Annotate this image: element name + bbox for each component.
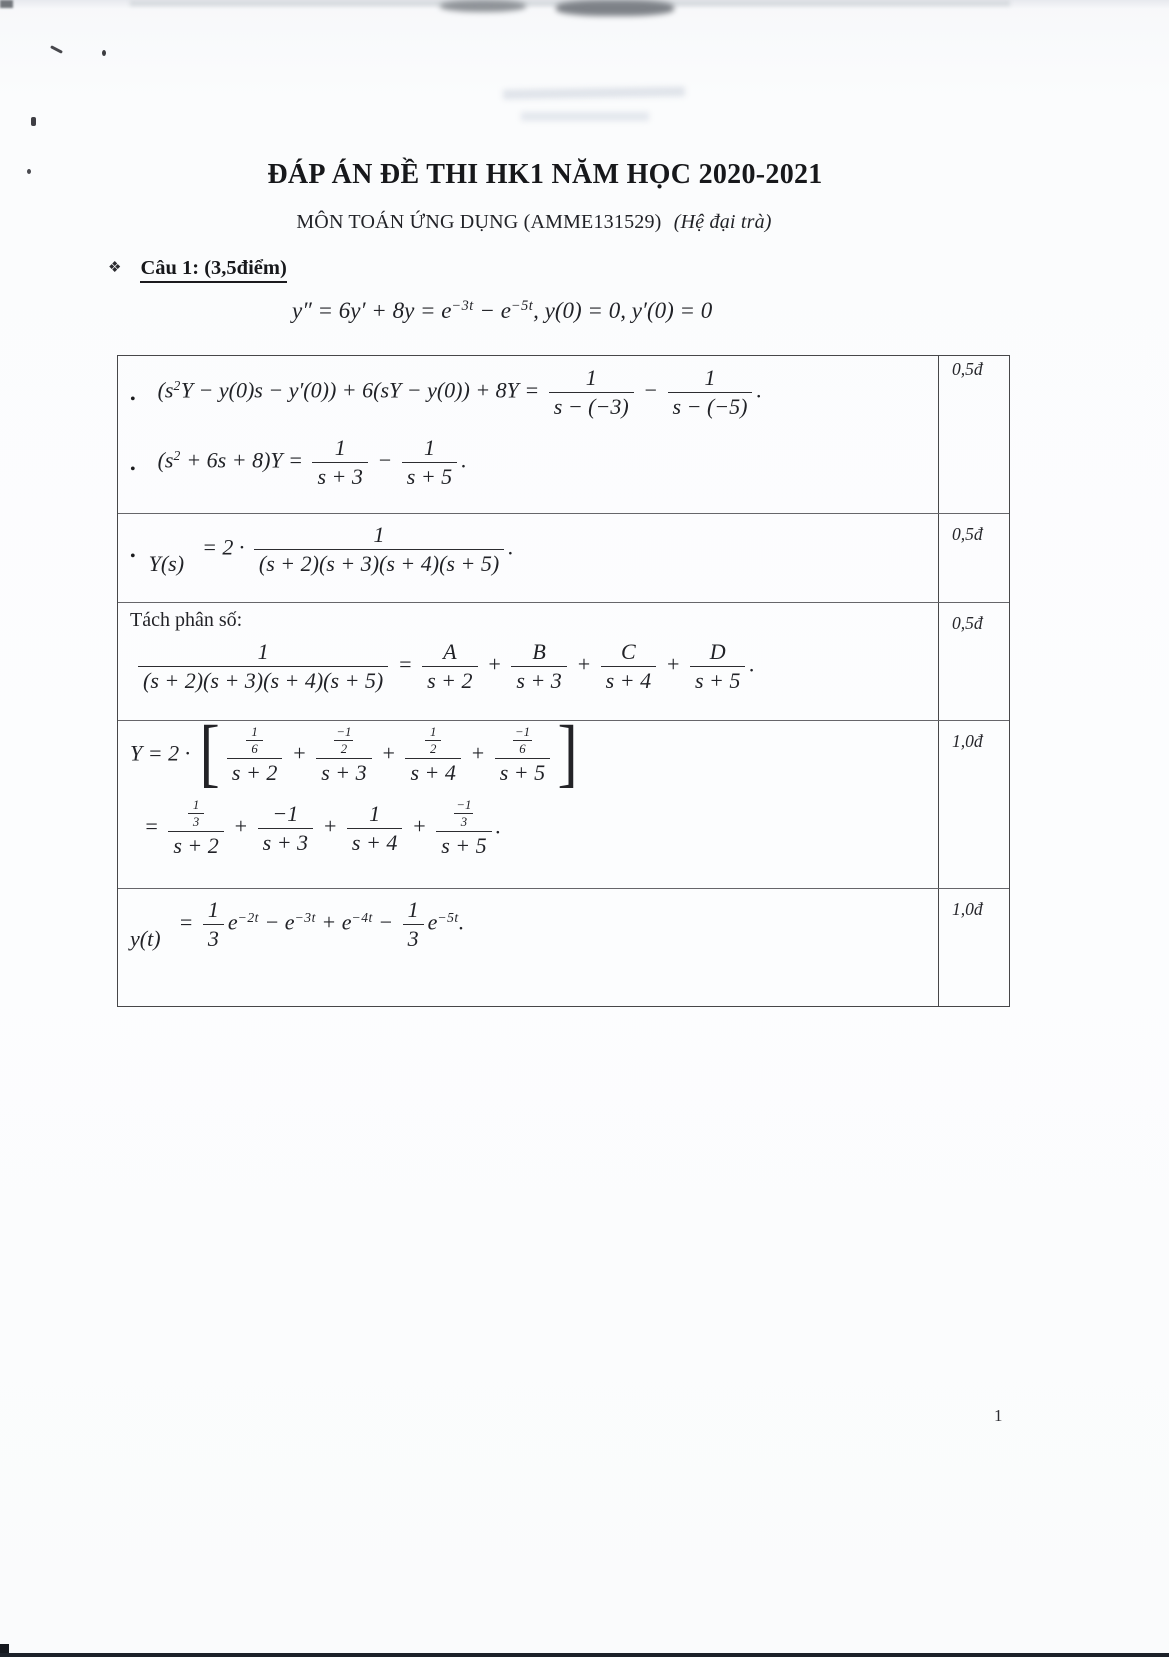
math-text: s − (−3) xyxy=(553,393,629,419)
math-text: B xyxy=(532,639,546,664)
math-text: 1 xyxy=(192,798,200,813)
math-line xyxy=(130,435,930,490)
scan-artifact xyxy=(0,1653,1169,1657)
math-text: s + 2 xyxy=(427,667,473,693)
scan-artifact xyxy=(503,86,685,99)
fraction-numerator xyxy=(312,435,367,463)
math-text: 1 xyxy=(407,897,419,922)
fraction-numerator xyxy=(405,725,460,759)
math-line xyxy=(130,522,930,577)
scan-artifact xyxy=(31,117,36,126)
row-points xyxy=(938,356,1009,513)
math-superscript: −3t xyxy=(451,298,474,315)
math-text: = xyxy=(178,909,199,935)
fraction-denominator xyxy=(227,759,282,786)
fraction-numerator xyxy=(511,639,566,667)
math-text: . xyxy=(508,534,514,560)
row-points xyxy=(938,889,1009,1006)
scan-artifact xyxy=(130,0,1010,6)
math-text: −1 xyxy=(336,725,352,739)
fraction-numerator xyxy=(690,639,745,667)
fraction xyxy=(425,725,441,757)
math-superscript: −4t xyxy=(351,910,373,925)
math-text: − e xyxy=(473,298,511,323)
fraction-numerator xyxy=(203,897,224,925)
math-text: (s + 2)(s + 3)(s + 4)(s + 5) xyxy=(143,667,384,693)
page-number: 1 xyxy=(994,1406,1003,1425)
scan-artifact xyxy=(521,112,649,121)
fraction-numerator xyxy=(138,639,388,667)
math-text: 1 xyxy=(251,725,258,739)
math-text: s + 3 xyxy=(262,830,309,856)
math-prefix: y(t) xyxy=(130,925,161,951)
scan-artifact xyxy=(440,0,526,12)
fraction xyxy=(422,639,477,694)
math-text: s + 4 xyxy=(605,667,652,693)
math-prefix: Y(s) xyxy=(148,550,185,576)
math-text: − e xyxy=(258,909,295,935)
fraction-numerator xyxy=(402,435,457,463)
fraction-numerator xyxy=(246,725,262,741)
fraction xyxy=(188,798,204,830)
math-superscript: 2 xyxy=(173,378,181,393)
points-label: 0,5đ xyxy=(952,524,983,544)
math-text: 1 xyxy=(207,897,219,922)
row-content xyxy=(118,721,938,888)
fraction-denominator xyxy=(316,759,371,786)
math-line xyxy=(144,798,930,859)
fraction xyxy=(511,639,566,694)
question-heading xyxy=(108,257,287,280)
math-text: s + 4 xyxy=(351,830,398,856)
fraction-denominator xyxy=(138,667,388,694)
math-text: = xyxy=(144,813,165,839)
math-text: + 6s + 8)Y = xyxy=(180,447,309,473)
scan-artifact xyxy=(0,0,1169,9)
fraction-denominator xyxy=(203,925,224,952)
math-text: A xyxy=(443,639,457,664)
math-text: y″ = 6y′ + 8y = e xyxy=(292,298,452,323)
fraction xyxy=(690,639,745,694)
math-superscript: −3t xyxy=(294,910,316,925)
math-expression: Y = 2 · [ $\frac{\frac{1}{6}}{s + 2}$ + $\frac{\frac{-1}{2}}{s + 3}$ + $\frac{\frac{1}{2}}{s + 4}$ + $\frac{\frac{-1}{6}}{s + 5}$ ] xyxy=(130,721,578,795)
math-superscript: −5t xyxy=(437,910,459,925)
fraction xyxy=(436,798,491,859)
fraction-numerator xyxy=(422,639,477,667)
math-text: e xyxy=(227,909,238,935)
subtitle-note: (Hệ đại trà) xyxy=(673,211,772,233)
math-text: −1 xyxy=(456,798,472,813)
math-text: + xyxy=(406,813,433,839)
math-text: Y = 2 · xyxy=(130,740,196,766)
math-text: C xyxy=(621,639,636,664)
fraction xyxy=(454,798,473,830)
math-text: s + 2 xyxy=(173,833,219,859)
table-row xyxy=(118,514,1009,603)
math-line xyxy=(130,721,930,795)
subtitle-main: MÔN TOÁN ỨNG DỤNG (AMME131529) xyxy=(296,211,662,233)
math-text: (s + 2)(s + 3)(s + 4)(s + 5) xyxy=(258,550,500,576)
fraction-denominator xyxy=(511,667,566,694)
row-content xyxy=(118,603,938,720)
math-text: D xyxy=(709,639,726,664)
math-text: 1 xyxy=(423,434,435,460)
fraction-denominator xyxy=(436,832,491,859)
math-text: + xyxy=(570,651,597,677)
math-text: 6 xyxy=(251,742,258,757)
math-text: s + 2 xyxy=(231,760,278,786)
math-text: + xyxy=(317,813,343,839)
math-text: (s xyxy=(157,377,174,403)
math-expression xyxy=(144,798,501,859)
points-label: 0,5đ xyxy=(952,613,983,633)
fraction-denominator xyxy=(254,550,504,577)
fraction-denominator xyxy=(258,829,313,856)
scan-artifact xyxy=(556,0,674,16)
fraction xyxy=(601,639,656,694)
fraction-numerator xyxy=(549,365,634,393)
math-text: − xyxy=(637,377,664,403)
math-text: . xyxy=(461,447,467,473)
fraction xyxy=(347,801,402,856)
fraction-numerator xyxy=(495,725,550,759)
math-text: s + 4 xyxy=(410,760,456,786)
math-text: s + 3 xyxy=(516,667,562,693)
fraction-denominator xyxy=(188,814,204,830)
fraction xyxy=(405,725,460,786)
fraction xyxy=(138,639,388,694)
math-line xyxy=(130,365,930,420)
fraction-numerator xyxy=(668,365,753,393)
math-text: s + 5 xyxy=(441,833,487,859)
fraction-numerator xyxy=(403,897,424,925)
math-text: 1 xyxy=(585,365,597,390)
math-text: 2 xyxy=(429,742,437,757)
math-text: 3 xyxy=(460,815,468,830)
row-points xyxy=(938,603,1009,720)
fraction-denominator xyxy=(690,667,745,694)
fraction xyxy=(203,897,224,952)
scan-artifact xyxy=(102,50,106,56)
fraction xyxy=(258,801,313,856)
math-expression xyxy=(179,897,465,952)
math-superscript: −5t xyxy=(510,298,534,315)
math-text: s + 3 xyxy=(317,463,363,489)
fraction-numerator xyxy=(436,798,491,832)
math-expression xyxy=(158,365,762,420)
fraction xyxy=(246,725,262,757)
fraction xyxy=(668,365,753,420)
math-text: + xyxy=(286,740,313,766)
fraction-denominator xyxy=(513,741,532,757)
math-expression xyxy=(202,522,514,577)
math-text: s + 5 xyxy=(499,760,546,786)
math-text: 1 xyxy=(369,801,381,827)
fraction-denominator xyxy=(495,759,550,786)
row-points xyxy=(938,514,1009,602)
fraction-denominator xyxy=(549,393,634,420)
table-row xyxy=(118,603,1009,721)
math-text: + xyxy=(227,813,254,839)
fraction-denominator xyxy=(347,829,402,856)
fraction xyxy=(227,725,282,786)
fraction-numerator xyxy=(347,801,402,829)
fraction-denominator xyxy=(246,741,262,757)
math-text: (s xyxy=(157,447,174,473)
points-label: 1,0đ xyxy=(952,731,983,751)
row-points xyxy=(938,721,1009,888)
math-superscript: −2t xyxy=(237,910,259,925)
fraction-denominator xyxy=(601,667,656,694)
fraction-numerator xyxy=(227,725,282,759)
fraction xyxy=(513,725,532,757)
math-line xyxy=(130,897,930,952)
fraction-denominator xyxy=(402,463,457,490)
math-text: + xyxy=(660,651,686,677)
row-content xyxy=(118,889,938,1006)
math-text: − xyxy=(372,909,399,935)
math-text: 6 xyxy=(519,742,526,757)
page-title: ĐÁP ÁN ĐỀ THI HK1 NĂM HỌC 2020-2021 xyxy=(267,159,823,190)
math-text: s + 5 xyxy=(694,667,741,693)
math-text: 1 xyxy=(373,522,385,547)
math-text: . xyxy=(495,813,502,839)
fraction xyxy=(403,897,424,952)
math-line xyxy=(134,639,930,694)
fraction-numerator xyxy=(334,725,353,741)
fraction xyxy=(312,435,367,490)
math-text: + e xyxy=(315,909,352,935)
fraction xyxy=(549,365,634,420)
scan-artifact xyxy=(50,45,63,54)
fraction-numerator xyxy=(425,725,441,741)
math-expression xyxy=(134,639,755,694)
math-text: = 2 · xyxy=(202,534,250,560)
fraction-denominator xyxy=(454,814,473,830)
points-label: 0,5đ xyxy=(952,359,983,379)
fraction xyxy=(254,522,504,577)
math-text: + xyxy=(375,740,402,766)
bullet-icon: • xyxy=(130,547,136,565)
fraction-denominator xyxy=(403,925,424,952)
table-row xyxy=(118,721,1009,889)
math-expression xyxy=(158,435,467,490)
math-text: = xyxy=(392,651,419,677)
points-label: 1,0đ xyxy=(952,899,983,919)
math-text: 3 xyxy=(207,925,219,951)
math-text: s − (−5) xyxy=(672,393,748,419)
fraction-numerator xyxy=(168,798,223,832)
question-label: Câu 1: (3,5điểm) xyxy=(140,257,286,283)
math-text: 1 xyxy=(429,725,437,739)
page-subtitle xyxy=(0,211,1068,234)
fraction-numerator xyxy=(254,522,504,550)
math-superscript: 2 xyxy=(173,447,181,463)
fraction-denominator xyxy=(405,759,460,786)
fraction-numerator xyxy=(258,801,313,829)
math-text: 2 xyxy=(340,742,348,757)
math-text: , y(0) = 0, y′(0) = 0 xyxy=(533,298,713,323)
math-text: + xyxy=(481,651,508,677)
math-text: s + 5 xyxy=(406,463,453,489)
math-text: 1 xyxy=(257,639,269,664)
fraction-numerator xyxy=(513,725,532,741)
math-text: − xyxy=(371,447,398,473)
math-text: + xyxy=(464,740,491,766)
fraction-denominator xyxy=(168,832,223,859)
fraction-denominator xyxy=(422,667,477,694)
fraction-denominator xyxy=(312,463,367,490)
math-text: 1 xyxy=(334,434,346,460)
row-label: Tách phân số: xyxy=(130,609,243,631)
fraction xyxy=(402,435,457,490)
fraction xyxy=(334,725,353,757)
fraction-denominator xyxy=(334,741,353,757)
fraction-denominator xyxy=(425,741,441,757)
table-row xyxy=(118,356,1009,514)
table-row xyxy=(118,889,1009,1006)
math-text: Y − y(0)s − y′(0)) + 6(sY − y(0)) + 8Y = xyxy=(180,377,545,403)
math-text: . xyxy=(458,909,465,935)
math-text: s + 3 xyxy=(321,760,367,786)
math-text: 3 xyxy=(407,925,419,951)
fraction-denominator xyxy=(668,393,753,420)
problem-equation xyxy=(292,298,712,324)
fraction-numerator xyxy=(454,798,473,814)
fraction-numerator xyxy=(316,725,371,759)
math-text: 3 xyxy=(192,815,200,830)
math-text: e xyxy=(427,909,438,935)
row-content xyxy=(118,514,938,602)
math-text: 1 xyxy=(704,365,716,390)
fraction xyxy=(316,725,371,786)
scan-artifact xyxy=(0,0,13,8)
math-text: . xyxy=(756,377,762,403)
row-content xyxy=(118,356,938,513)
bullet-icon: • xyxy=(130,390,136,408)
math-text: −1 xyxy=(272,801,299,827)
fraction xyxy=(168,798,223,859)
fraction-numerator xyxy=(601,639,656,667)
scan-artifact xyxy=(0,1644,9,1657)
math-text: . xyxy=(749,651,755,677)
diamond-bullet-icon: ❖ xyxy=(108,260,122,276)
answer-table xyxy=(117,355,1010,1007)
bullet-icon: • xyxy=(130,460,136,478)
fraction xyxy=(495,725,550,786)
math-text: −1 xyxy=(514,725,530,739)
fraction-numerator xyxy=(188,798,204,814)
